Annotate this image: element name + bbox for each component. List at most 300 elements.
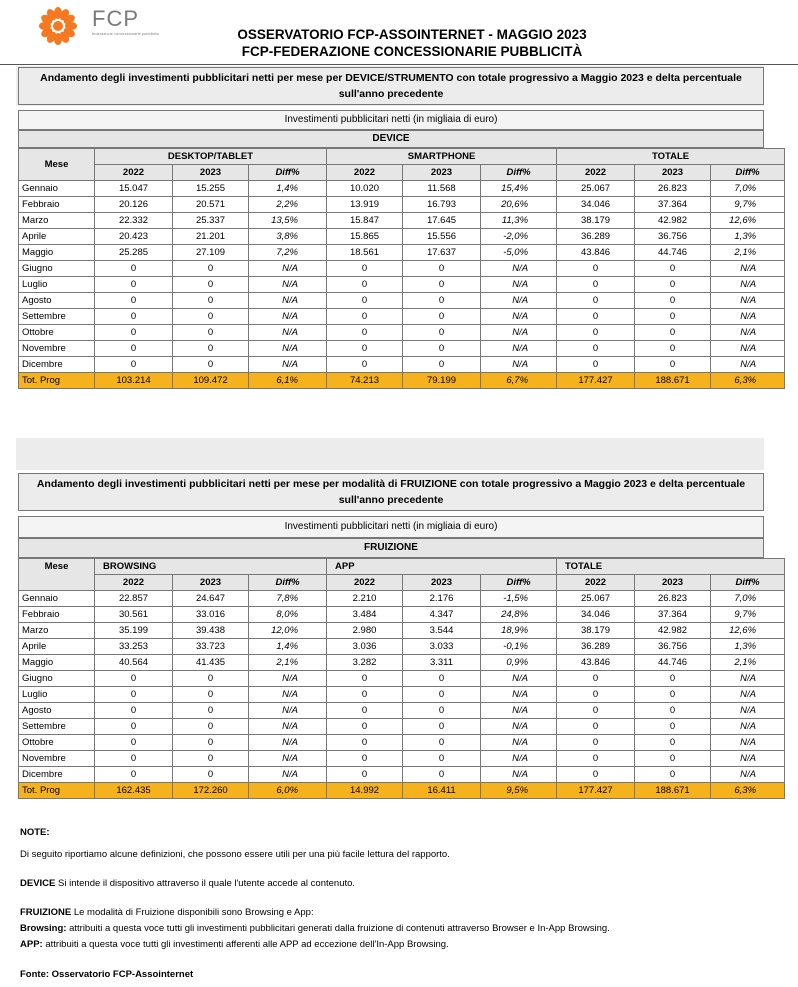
report-title: OSSERVATORIO FCP-ASSOINTERNET - MAGGIO 2023: [237, 27, 587, 42]
header-year: 2023: [635, 165, 711, 181]
value-cell: 0: [95, 325, 173, 341]
value-cell: 37.364: [635, 607, 711, 623]
diff-cell: 15,4%: [481, 181, 557, 197]
diff-cell: 12,6%: [711, 213, 785, 229]
month-cell: Dicembre: [19, 357, 95, 373]
value-cell: 0: [635, 341, 711, 357]
report-header: [0, 0, 798, 64]
value-cell: 0: [635, 357, 711, 373]
value-cell: 0: [173, 261, 249, 277]
diff-cell: 20,6%: [481, 197, 557, 213]
report-subtitle: FCP-FEDERAZIONE CONCESSIONARIE PUBBLICITÀ: [241, 44, 583, 59]
value-cell: 35.199: [95, 623, 173, 639]
value-cell: 0: [403, 751, 481, 767]
diff-cell: 2,1%: [711, 655, 785, 671]
diff-cell: 1,3%: [711, 639, 785, 655]
diff-cell: N/A: [711, 341, 785, 357]
notes-section: [20, 826, 780, 981]
value-cell: 0: [173, 751, 249, 767]
table-row: [19, 751, 785, 767]
month-cell: Marzo: [19, 213, 95, 229]
header-app: APP: [327, 559, 557, 575]
value-cell: 27.109: [173, 245, 249, 261]
diff-cell: 11,3%: [481, 213, 557, 229]
diff-cell: 2,1%: [711, 245, 785, 261]
table-row: [19, 341, 785, 357]
value-cell: 33.253: [95, 639, 173, 655]
value-cell: 10.020: [327, 181, 403, 197]
value-cell: 22.332: [95, 213, 173, 229]
value-cell: 38.179: [557, 213, 635, 229]
diff-cell: 12,6%: [711, 623, 785, 639]
month-cell: Dicembre: [19, 767, 95, 783]
value-cell: 38.179: [557, 623, 635, 639]
value-cell: 0: [327, 703, 403, 719]
value-cell: 0: [327, 325, 403, 341]
value-cell: 13.919: [327, 197, 403, 213]
note-fruizione: [20, 906, 780, 919]
diff-cell: 9,5%: [481, 783, 557, 799]
notes-intro: Di seguito riportiamo alcune definizioni, che possono essere utili per una più facile lettura del rapporto.: [20, 849, 450, 860]
month-cell: Giugno: [19, 671, 95, 687]
value-cell: 0: [557, 719, 635, 735]
table-row: [19, 229, 785, 245]
value-cell: 0: [557, 293, 635, 309]
table-row: [19, 735, 785, 751]
table-row: [19, 181, 785, 197]
value-cell: 43.846: [557, 655, 635, 671]
value-cell: 15.047: [95, 181, 173, 197]
value-cell: 0: [173, 309, 249, 325]
value-cell: 0: [635, 735, 711, 751]
value-cell: 25.285: [95, 245, 173, 261]
table-row: [19, 213, 785, 229]
value-cell: 41.435: [173, 655, 249, 671]
value-cell: 0: [557, 767, 635, 783]
value-cell: 162.435: [95, 783, 173, 799]
diff-cell: N/A: [481, 309, 557, 325]
header-diff: Diff%: [711, 575, 785, 591]
header-year: 2023: [173, 575, 249, 591]
value-cell: 21.201: [173, 229, 249, 245]
value-cell: 0: [327, 341, 403, 357]
value-cell: 16.793: [403, 197, 481, 213]
diff-cell: N/A: [481, 767, 557, 783]
table-row: [19, 607, 785, 623]
header-diff: Diff%: [481, 165, 557, 181]
value-cell: 0: [327, 687, 403, 703]
value-cell: 2.176: [403, 591, 481, 607]
value-cell: 0: [557, 261, 635, 277]
value-cell: 15.255: [173, 181, 249, 197]
header-totale: TOTALE: [557, 149, 785, 165]
value-cell: 17.645: [403, 213, 481, 229]
value-cell: 20.571: [173, 197, 249, 213]
value-cell: 2.210: [327, 591, 403, 607]
value-cell: 0: [557, 703, 635, 719]
value-cell: 0: [635, 277, 711, 293]
value-cell: 0: [557, 277, 635, 293]
value-cell: 4.347: [403, 607, 481, 623]
value-cell: 40.564: [95, 655, 173, 671]
value-cell: 26.823: [635, 181, 711, 197]
value-cell: 0: [327, 277, 403, 293]
month-cell: Agosto: [19, 703, 95, 719]
value-cell: 3.282: [327, 655, 403, 671]
value-cell: 0: [635, 687, 711, 703]
value-cell: 44.746: [635, 245, 711, 261]
note-app: [20, 938, 780, 951]
diff-cell: N/A: [249, 703, 327, 719]
value-cell: 177.427: [557, 783, 635, 799]
diff-cell: 7,0%: [711, 591, 785, 607]
table-row: [19, 639, 785, 655]
fruizione-table-caption: Investimenti pubblicitari netti (in migliaia di euro): [18, 516, 764, 538]
month-cell: Agosto: [19, 293, 95, 309]
device-table-caption: Investimenti pubblicitari netti (in migliaia di euro): [18, 110, 764, 130]
note-fruizione-term: FRUIZIONE: [20, 907, 72, 918]
diff-cell: -0,1%: [481, 639, 557, 655]
diff-cell: N/A: [249, 277, 327, 293]
value-cell: 0: [635, 293, 711, 309]
value-cell: 3.484: [327, 607, 403, 623]
diff-cell: N/A: [711, 293, 785, 309]
table-row: [19, 293, 785, 309]
header-year: 2023: [403, 165, 481, 181]
value-cell: 30.561: [95, 607, 173, 623]
value-cell: 0: [173, 341, 249, 357]
month-cell: Tot. Prog: [19, 783, 95, 799]
table-row: [19, 591, 785, 607]
diff-cell: N/A: [711, 767, 785, 783]
month-cell: Maggio: [19, 655, 95, 671]
diff-cell: N/A: [481, 277, 557, 293]
value-cell: 177.427: [557, 373, 635, 389]
diff-cell: 3,8%: [249, 229, 327, 245]
value-cell: 0: [95, 719, 173, 735]
value-cell: 0: [173, 671, 249, 687]
year-header-row: [19, 165, 785, 181]
diff-cell: 2,2%: [249, 197, 327, 213]
value-cell: 0: [327, 261, 403, 277]
diff-cell: 1,3%: [711, 229, 785, 245]
logo-text: FCP: [92, 6, 139, 31]
value-cell: 0: [173, 735, 249, 751]
month-cell: Febbraio: [19, 607, 95, 623]
value-cell: 0: [95, 293, 173, 309]
diff-cell: 13,5%: [249, 213, 327, 229]
diff-cell: 6,0%: [249, 783, 327, 799]
diff-cell: N/A: [481, 341, 557, 357]
value-cell: 34.046: [557, 607, 635, 623]
year-header-row: [19, 575, 785, 591]
diff-cell: N/A: [249, 719, 327, 735]
header-diff: Diff%: [249, 165, 327, 181]
header-divider: [0, 64, 798, 65]
diff-cell: N/A: [481, 293, 557, 309]
value-cell: 33.723: [173, 639, 249, 655]
value-cell: 0: [635, 325, 711, 341]
diff-cell: 24,8%: [481, 607, 557, 623]
value-cell: 0: [403, 719, 481, 735]
diff-cell: 6,3%: [711, 783, 785, 799]
value-cell: 2.980: [327, 623, 403, 639]
month-cell: Aprile: [19, 639, 95, 655]
value-cell: 0: [173, 767, 249, 783]
table-row: [19, 655, 785, 671]
value-cell: 24.647: [173, 591, 249, 607]
value-cell: 0: [403, 309, 481, 325]
value-cell: 3.036: [327, 639, 403, 655]
table-row: [19, 623, 785, 639]
diff-cell: N/A: [481, 751, 557, 767]
diff-cell: N/A: [711, 261, 785, 277]
month-cell: Tot. Prog: [19, 373, 95, 389]
table-row: [19, 687, 785, 703]
diff-cell: N/A: [249, 751, 327, 767]
logo-subtitle: federazione concessionarie pubblicità: [92, 31, 159, 36]
value-cell: 0: [635, 671, 711, 687]
value-cell: 39.438: [173, 623, 249, 639]
table-row: [19, 277, 785, 293]
diff-cell: 18,9%: [481, 623, 557, 639]
value-cell: 17.637: [403, 245, 481, 261]
value-cell: 0: [635, 703, 711, 719]
value-cell: 0: [327, 309, 403, 325]
month-cell: Maggio: [19, 245, 95, 261]
header-smartphone: SMARTPHONE: [327, 149, 557, 165]
value-cell: 188.671: [635, 783, 711, 799]
value-cell: 37.364: [635, 197, 711, 213]
value-cell: 0: [173, 357, 249, 373]
value-cell: 0: [403, 357, 481, 373]
fruizione-table-title: Andamento degli investimenti pubblicitari netti per mese per modalità di FRUIZIONE con totale progressivo a Maggio 2023 e delta percentuale sull'anno precedente: [18, 473, 764, 511]
diff-cell: N/A: [249, 687, 327, 703]
table-row: [19, 719, 785, 735]
value-cell: 109.472: [173, 373, 249, 389]
value-cell: 25.067: [557, 181, 635, 197]
header-diff: Diff%: [249, 575, 327, 591]
value-cell: 0: [403, 687, 481, 703]
month-cell: Gennaio: [19, 591, 95, 607]
value-cell: 0: [173, 719, 249, 735]
value-cell: 0: [635, 751, 711, 767]
value-cell: 0: [635, 309, 711, 325]
diff-cell: N/A: [249, 671, 327, 687]
table-row: [19, 245, 785, 261]
value-cell: 0: [635, 719, 711, 735]
value-cell: 0: [403, 293, 481, 309]
header-year: 2023: [173, 165, 249, 181]
value-cell: 0: [635, 767, 711, 783]
value-cell: 0: [557, 751, 635, 767]
month-cell: Ottobre: [19, 325, 95, 341]
value-cell: 0: [557, 357, 635, 373]
fruizione-table: [18, 558, 785, 799]
value-cell: 103.214: [95, 373, 173, 389]
diff-cell: N/A: [481, 719, 557, 735]
value-cell: 0: [95, 357, 173, 373]
diff-cell: N/A: [711, 325, 785, 341]
table-row: [19, 671, 785, 687]
diff-cell: N/A: [481, 687, 557, 703]
header-mese: Mese: [19, 149, 95, 181]
value-cell: 34.046: [557, 197, 635, 213]
diff-cell: N/A: [481, 735, 557, 751]
value-cell: 36.289: [557, 229, 635, 245]
value-cell: 0: [173, 277, 249, 293]
note-browsing-text: attribuiti a questa voce tutti gli investimenti pubblicitari generati dalla fruizione di contenuti attraverso Browser e In-App Browsing.: [66, 923, 610, 934]
value-cell: 0: [557, 309, 635, 325]
value-cell: 0: [557, 671, 635, 687]
diff-cell: N/A: [249, 309, 327, 325]
value-cell: 0: [95, 341, 173, 357]
value-cell: 0: [173, 703, 249, 719]
month-cell: Giugno: [19, 261, 95, 277]
diff-cell: N/A: [481, 325, 557, 341]
header-year: 2022: [95, 575, 173, 591]
value-cell: 15.865: [327, 229, 403, 245]
value-cell: 36.756: [635, 229, 711, 245]
diff-cell: 2,1%: [249, 655, 327, 671]
value-cell: 0: [327, 767, 403, 783]
value-cell: 44.746: [635, 655, 711, 671]
device-group-label: DEVICE: [18, 130, 764, 148]
value-cell: 0: [95, 261, 173, 277]
header-year: 2023: [635, 575, 711, 591]
notes-heading: NOTE:: [20, 827, 50, 838]
value-cell: 0: [403, 703, 481, 719]
value-cell: 15.847: [327, 213, 403, 229]
diff-cell: 12,0%: [249, 623, 327, 639]
diff-cell: -2,0%: [481, 229, 557, 245]
header-mese: Mese: [19, 559, 95, 591]
value-cell: 18.561: [327, 245, 403, 261]
diff-cell: N/A: [249, 767, 327, 783]
diff-cell: N/A: [481, 671, 557, 687]
value-cell: 3.033: [403, 639, 481, 655]
diff-cell: 6,7%: [481, 373, 557, 389]
note-app-term: APP:: [20, 939, 43, 950]
value-cell: 36.756: [635, 639, 711, 655]
value-cell: 0: [327, 719, 403, 735]
value-cell: 16.411: [403, 783, 481, 799]
month-cell: Settembre: [19, 309, 95, 325]
table-row: [19, 357, 785, 373]
diff-cell: 6,3%: [711, 373, 785, 389]
diff-cell: N/A: [711, 751, 785, 767]
value-cell: 0: [95, 309, 173, 325]
diff-cell: 7,8%: [249, 591, 327, 607]
month-cell: Gennaio: [19, 181, 95, 197]
source-note: Fonte: Osservatorio FCP-Assointernet: [20, 969, 194, 980]
value-cell: 0: [557, 735, 635, 751]
value-cell: 0: [557, 687, 635, 703]
value-cell: 3.311: [403, 655, 481, 671]
diff-cell: N/A: [711, 671, 785, 687]
table-row: [19, 767, 785, 783]
note-fruizione-text: Le modalità di Fruizione disponibili sono Browsing e App:: [71, 907, 314, 918]
note-app-text: attribuiti a questa voce tutti gli investimenti afferenti alle APP ad eccezione dell'In-App Browsing.: [42, 939, 449, 950]
header-browsing: BROWSING: [95, 559, 327, 575]
value-cell: 0: [327, 671, 403, 687]
month-cell: Novembre: [19, 341, 95, 357]
value-cell: 79.199: [403, 373, 481, 389]
header-year: 2022: [327, 165, 403, 181]
month-cell: Ottobre: [19, 735, 95, 751]
month-cell: Settembre: [19, 719, 95, 735]
value-cell: 33.016: [173, 607, 249, 623]
value-cell: 14.992: [327, 783, 403, 799]
table-row: [19, 703, 785, 719]
header-year: 2022: [327, 575, 403, 591]
value-cell: 0: [95, 671, 173, 687]
diff-cell: N/A: [481, 357, 557, 373]
diff-cell: N/A: [249, 735, 327, 751]
header-totale: TOTALE: [557, 559, 785, 575]
diff-cell: -5,0%: [481, 245, 557, 261]
diff-cell: N/A: [481, 703, 557, 719]
diff-cell: N/A: [711, 277, 785, 293]
diff-cell: N/A: [249, 357, 327, 373]
diff-cell: N/A: [711, 719, 785, 735]
value-cell: 74.213: [327, 373, 403, 389]
value-cell: 20.126: [95, 197, 173, 213]
diff-cell: 7,2%: [249, 245, 327, 261]
diff-cell: -1,5%: [481, 591, 557, 607]
value-cell: 188.671: [635, 373, 711, 389]
value-cell: 0: [403, 735, 481, 751]
device-table-title: Andamento degli investimenti pubblicitari netti per mese per DEVICE/STRUMENTO con totale progressivo a Maggio 2023 e delta percentuale sull'anno precedente: [18, 67, 764, 105]
value-cell: 0: [403, 341, 481, 357]
table-row: [19, 325, 785, 341]
diff-cell: N/A: [249, 325, 327, 341]
note-browsing-term: Browsing:: [20, 923, 67, 934]
month-cell: Febbraio: [19, 197, 95, 213]
table-row: [19, 309, 785, 325]
table-row: [19, 197, 785, 213]
header-desktop-tablet: DESKTOP/TABLET: [95, 149, 327, 165]
section-band-gap: [16, 438, 764, 470]
month-cell: Marzo: [19, 623, 95, 639]
header-diff: Diff%: [481, 575, 557, 591]
fruizione-group-label: FRUIZIONE: [18, 538, 764, 558]
diff-cell: 9,7%: [711, 607, 785, 623]
header-diff: Diff%: [711, 165, 785, 181]
value-cell: 36.289: [557, 639, 635, 655]
diff-cell: N/A: [249, 341, 327, 357]
value-cell: 20.423: [95, 229, 173, 245]
value-cell: 43.846: [557, 245, 635, 261]
value-cell: 26.823: [635, 591, 711, 607]
diff-cell: 9,7%: [711, 197, 785, 213]
value-cell: 0: [173, 325, 249, 341]
month-cell: Luglio: [19, 277, 95, 293]
note-device-text: Si intende il dispositivo attraverso il quale l'utente accede al contenuto.: [55, 878, 356, 889]
diff-cell: 6,1%: [249, 373, 327, 389]
value-cell: 0: [635, 261, 711, 277]
value-cell: 0: [403, 261, 481, 277]
month-cell: Aprile: [19, 229, 95, 245]
value-cell: 0: [557, 341, 635, 357]
diff-cell: N/A: [711, 735, 785, 751]
header-year: 2023: [403, 575, 481, 591]
value-cell: 0: [327, 293, 403, 309]
value-cell: 3.544: [403, 623, 481, 639]
diff-cell: N/A: [711, 703, 785, 719]
value-cell: 0: [173, 293, 249, 309]
total-row: [19, 783, 785, 799]
